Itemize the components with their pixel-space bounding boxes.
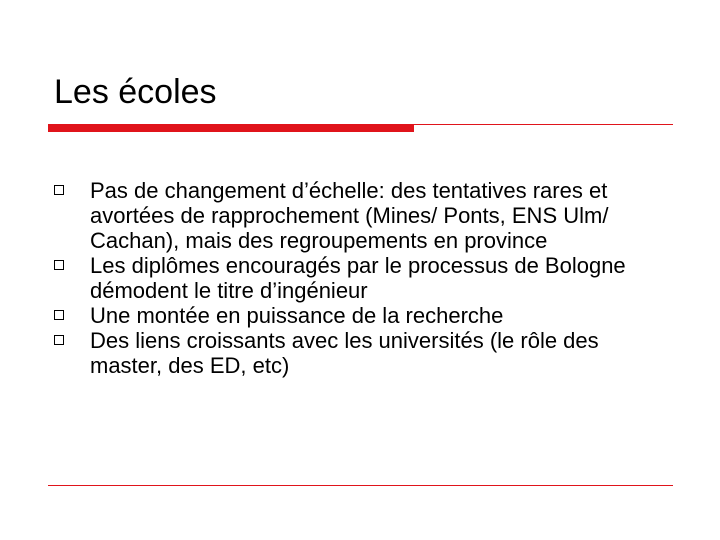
slide-title: Les écoles [54, 73, 217, 111]
hollow-square-bullet-icon [54, 335, 64, 345]
title-underline-accent [48, 124, 414, 132]
bullet-item [54, 253, 654, 303]
bullet-text: Des liens croissants avec les universités (le rôle des master, des ED, etc) [90, 328, 599, 378]
footer-divider [48, 485, 673, 486]
bullet-text: Une montée en puissance de la recherche [90, 303, 504, 328]
hollow-square-bullet-icon [54, 310, 64, 320]
hollow-square-bullet-icon [54, 185, 64, 195]
title-underline-thin [414, 124, 673, 125]
bullet-item [54, 178, 654, 253]
bullet-list [54, 178, 654, 378]
hollow-square-bullet-icon [54, 260, 64, 270]
bullet-text: Pas de changement d’échelle: des tentatives rares et avortées de rapprochement (Mines/ Ponts, ENS Ulm/ Cachan), mais des regroupements en province [90, 178, 609, 253]
bullet-text: Les diplômes encouragés par le processus de Bologne démodent le titre d’ingénieur [90, 253, 626, 303]
bullet-item [54, 303, 654, 328]
bullet-item [54, 328, 654, 378]
